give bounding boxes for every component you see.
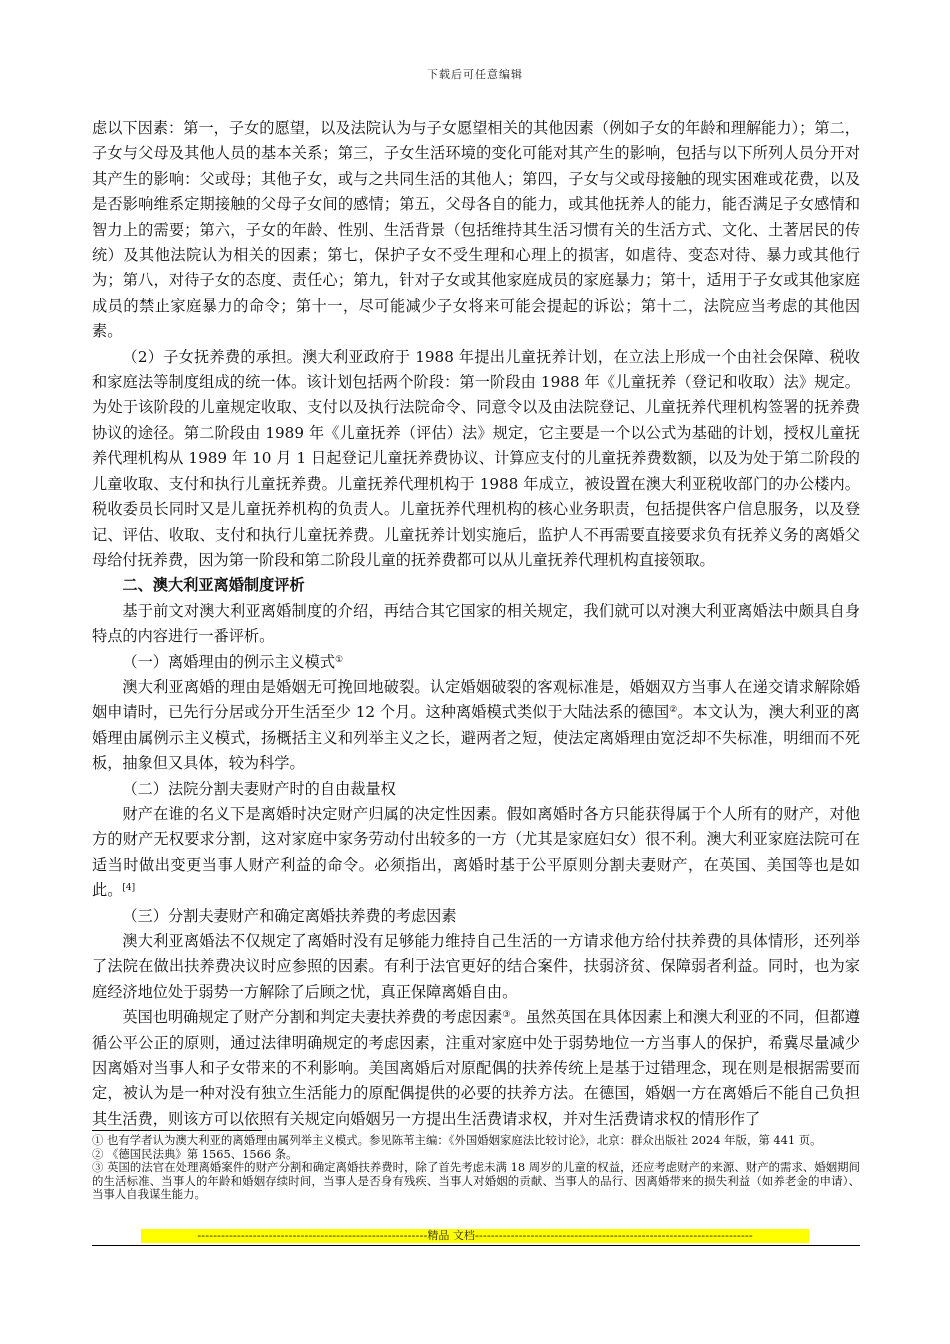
page-header: 下载后可任意编辑 [427, 68, 523, 81]
footnote-1: ① 也有学者认为澳大利亚的离婚理由属列举主义模式。参见陈苇主编：《外国婚姻家庭法比较讨论》，北京：群众出版社 2024 年版，第 441 页。 [92, 1133, 822, 1147]
banner-label: 精品 文档 [427, 1229, 475, 1242]
banner-dashes-right: ---------------------------------------------------------------------- [474, 1229, 753, 1242]
banner-dashes-left: ---------------------------------------------------------- [197, 1229, 428, 1242]
subsection-title-2: （二）法院分割夫妻财产时的自由裁量权 [122, 779, 396, 798]
subsection-title-1 [92, 650, 860, 675]
paragraph-divorce-grounds-a: 澳大利亚离婚的理由是婚姻无可挽回地破裂。认定婚姻破裂的客观标准是，婚姻双方当事人在递交请求解除婚姻申请时，已先行分居或分开生活至少 12 个月。这种离婚模式类似于大陆法系的德国 [92, 677, 860, 722]
footer-rule [92, 1245, 860, 1246]
footer-banner [141, 1229, 809, 1243]
footnote-3: ③ 英国的法官在处理离婚案件的财产分割和确定离婚扶养费时，除了首先考虑未满 18 周岁的儿童的权益，还应考虑财产的来源、财产的需求、婚姻期间的生活标准、当事人的年龄和婚姻存续时间，当事人是否身有残疾、当事人对婚姻的贡献、当事人的品行、因离婚带来的损失利益（如养老金的申请）、当事人自我谋生能力。 [92, 1160, 860, 1201]
citation-ref-4: [4] [122, 883, 136, 894]
footnotes [92, 1130, 860, 1202]
paragraph-factors: 虑以下因素：第一，子女的愿望，以及法院认为与子女愿望相关的其他因素（例如子女的年龄和理解能力）；第二，子女与父母及其他人员的基本关系；第三，子女生活环境的变化可能对其产生的影响，包括与以下所列人员分开对其产生的影响：父或母；其他子女，或与之共同生活的其他人；第四，子女与父或母接触的现实困难或花费，以及是否影响维系定期接触的父母子女间的感情；第五，父母各自的能力，或其他抚养人的能力，能否满足子女感情和智力上的需要；第六，子女的年龄、性别、生活背景（包括维持其生活习惯有关的生活方式、文化、土著居民的传统）及其他法院认为相关的因素；第七，保护子女不受生理和心理上的损害，如虐待、变态对待、暴力或其他行为；第八，对待子女的态度、责任心；第九，针对子女或其他家庭成员的家庭暴力；第十，适用于子女或其他家庭成员的禁止家庭暴力的命令；第十一，尽可能减少子女将来可能会提起的诉讼；第十二，法院应当考虑的其他因素。 [92, 119, 860, 341]
paragraph-divorce-grounds-b: 。本文认为，澳大利亚的离婚理由属例示主义模式，扬概括主义和列举主义之长，避两者之短，使法定离婚理由宽泛却不失标准，明细而不死板，抽象但又具体，较为科学。 [92, 703, 860, 773]
subsection-title-1-text: （一）离婚理由的例示主义模式 [122, 652, 336, 671]
footnote-separator [92, 1130, 262, 1131]
paragraph-comparative-b: 。虽然英国在具体因素上和澳大利亚的不同，但都遵循公平公正的原则，通过法律明确规定的考虑因素，注重对家庭中处于弱势地位一方当事人的保护，希冀尽量减少因离婚对当事人和子女带来的不利影响。美国离婚后对原配偶的扶养传统上是基于过错理念，现在则是根据需要而定，被认为是一种对没有独立生活能力的原配偶提供的必要的扶养方法。在德国，婚姻一方在离婚后不能自己负担其生活费，则该方可以依照有关规定向婚姻另一方提出生活费请求权，并对生活费请求权的情形作了 [92, 1008, 861, 1128]
section-heading-evaluation: 二、澳大利亚离婚制度评析 [122, 576, 305, 595]
footnote-2: ② 《德国民法典》第 1565、1566 条。 [92, 1146, 298, 1161]
paragraph-property-discretion-text: 财产在谁的名义下是离婚时决定财产归属的决定性因素。假如离婚时各方只能获得属于个人所有的财产，对他方的财产无权要求分割，这对家庭中家务劳动付出较多的一方（尤其是家庭妇女）很不利。澳大利亚家庭法院可在适当时做出变更当事人财产利益的命令。必须指出，离婚时基于公平原则分割夫妻财产，在英国、美国等也是如此。 [92, 804, 860, 900]
footnote-mark-1: ① [335, 654, 344, 665]
paragraph-intro: 基于前文对澳大利亚离婚制度的介绍，再结合其它国家的相关规定，我们就可以对澳大利亚离婚法中颇具自身特点的内容进行一番评析。 [92, 601, 860, 646]
subsection-title-3: （三）分割夫妻财产和确定离婚扶养费的考虑因素 [122, 906, 457, 925]
document-body [92, 116, 860, 1132]
paragraph-child-support: （2）子女抚养费的承担。澳大利亚政府于 1988 年提出儿童抚养计划，在立法上形成一个由社会保障、税收和家庭法等制度组成的统一体。该计划包括两个阶段：第一阶段由 1988 年《儿童抚养（登记和收取）法》规定。为处于该阶段的儿童规定收取、支付以及执行法院命令、同意令以及由法院登记、儿童抚养代理机构签署的抚养费协议的途径。第二阶段由 1989 年《儿童抚养（评估）法》规定，它主要是一个以公式为基础的计划，授权儿童抚养代理机构从 1989 年 10 月 1 日起登记儿童抚养费协议、计算应支付的儿童抚养费数额，以及为处于第二阶段的儿童收取、支付和执行儿童抚养费。儿童抚养代理机构于 1988 年成立，被设置在澳大利亚税收部门的办公楼内。税收委员长同时又是儿童抚养机构的负责人。儿童抚养代理机构的核心业务职责，包括提供客户信息服务，以及登记、评估、收取、支付和执行儿童抚养费。儿童抚养计划实施后，监护人不再需要直接要求负有抚养义务的离婚父母给付抚养费，因为第一阶段和第二阶段儿童的抚养费都可以从儿童抚养代理机构直接领取。 [92, 347, 860, 569]
paragraph-property-discretion [92, 802, 860, 904]
paragraph-divorce-grounds [92, 675, 860, 777]
paragraph-comparative [92, 1005, 860, 1132]
paragraph-maintenance: 澳大利亚离婚法不仅规定了离婚时没有足够能力维持自己生活的一方请求他方给付扶养费的具体情形，还列举了法院在做出扶养费决议时应参照的因素。有利于法官更好的结合案件，扶弱济贫、保障弱者利益。同时，也为家庭经济地位处于弱势一方解除了后顾之忧，真正保障离婚自由。 [92, 932, 860, 1001]
paragraph-comparative-a: 英国也明确规定了财产分割和判定夫妻扶养费的考虑因素 [122, 1008, 503, 1027]
footnote-mark-2: ② [669, 705, 678, 716]
footnote-mark-3: ③ [502, 1010, 511, 1021]
